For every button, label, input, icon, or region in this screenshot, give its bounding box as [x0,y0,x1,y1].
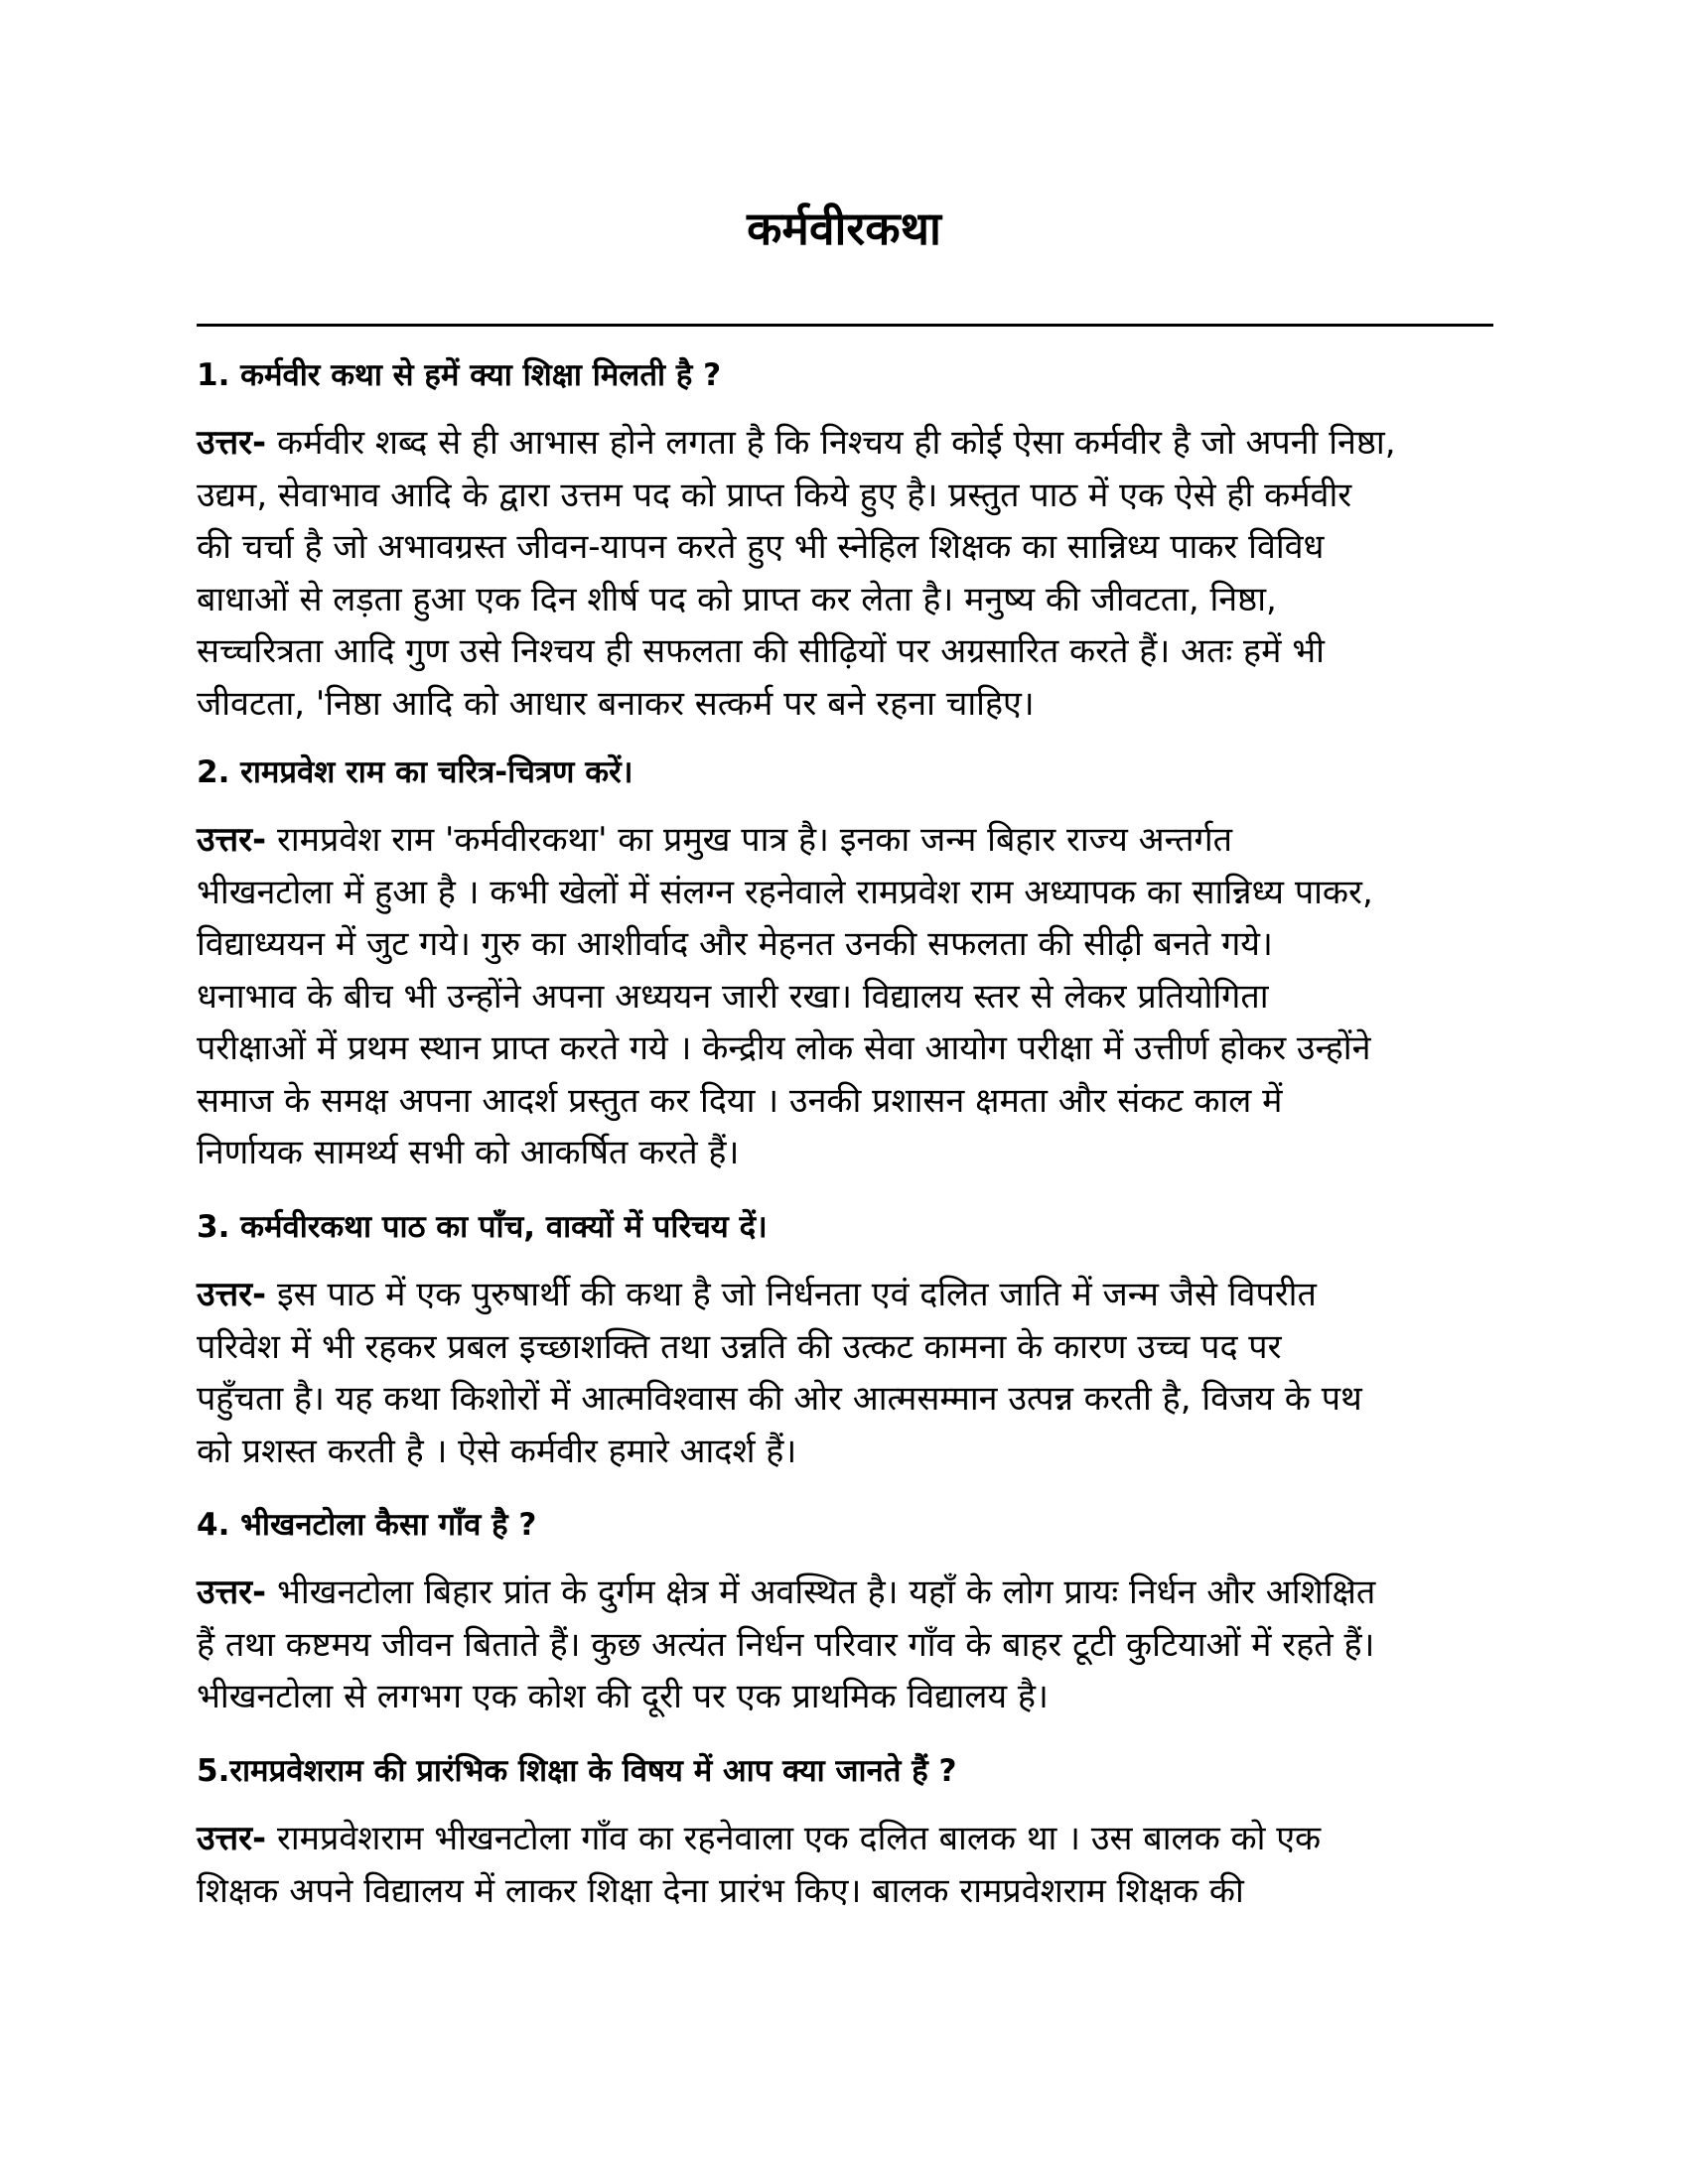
answer-2-line-7: निर्णायक सामर्थ्य सभी को आकर्षित करते हैं। [197,1133,740,1172]
answer-3 [197,1269,1493,1477]
answer-3-line-2: परिवेश में भी रहकर प्रबल इच्छाशक्ति तथा उन्नति की उत्कट कामना के कारण उच्च पद पर [197,1326,1282,1367]
answer-1-line-5: सच्चरित्रता आदि गुण उसे निश्चय ही सफलता की सीढ़ियों पर अग्रसारित करते हैं। अतः हमें भी [197,631,1325,671]
qa-item-5 [197,1749,1493,1917]
answer-label: उत्तर- [197,820,267,860]
answer-1-line-3: की चर्चा है जो अभावग्रस्त जीवन-यापन करते हुए भी स्नेहिल शिक्षक का सान्निध्य पाकर विविध [197,527,1325,567]
qa-item-4 [197,1503,1493,1723]
answer-2-line-6: समाज के समक्ष अपना आदर्श प्रस्तुत कर दिया । उनकी प्रशासन क्षमता और संकट काल में [197,1080,1283,1121]
answer-1-line-6: जीवटता, 'निष्ठा आदि को आधार बनाकर सत्कर्म पर बने रहना चाहिए। [197,683,1035,724]
answer-label: उत्तर- [197,1819,267,1858]
question-4: 4. भीखनटोला कैसा गाँव है ? [197,1507,537,1543]
answer-2-line-3: विद्याध्ययन में जुट गये। गुरु का आशीर्वाद और मेहनत उनकी सफलता की सीढ़ी बनते गये। [197,924,1273,964]
document-title: कर्मवीरकथा [747,202,941,255]
qa-item-3 [197,1205,1493,1477]
answer-1-line-1: उत्तर- कर्मवीर शब्द से ही आभास होने लगता है कि निश्चय ही कोई ऐसा कर्मवीर है जो अपनी निष्ठा, [197,423,1396,463]
answer-2-line-1: उत्तर- रामप्रवेश राम 'कर्मवीरकथा' का प्रमुख पात्र है। इनका जन्म बिहार राज्य अन्तर्गत [197,820,1233,860]
answer-2 [197,814,1493,1179]
qa-item-2 [197,751,1493,1179]
answer-2-line-2: भीखनटोला में हुआ है । कभी खेलों में संलग्न रहनेवाले रामप्रवेश राम अध्यापक का सान्निध्य पाकर, [197,872,1373,912]
answer-label: उत्तर- [197,1572,267,1612]
title-divider [197,324,1493,327]
answer-3-line-3: पहुँचता है। यह कथा किशोरों में आत्मविश्वास की ओर आत्मसम्मान उत्पन्न करती है, विजय के पथ [197,1379,1362,1419]
answer-2-line-5: परीक्षाओं में प्रथम स्थान प्राप्त करते गये । केन्द्रीय लोक सेवा आयोग परीक्षा में उत्तीर्ण होकर उन्होंने [197,1028,1371,1068]
answer-2-line-4: धनाभाव के बीच भी उन्होंने अपना अध्ययन जारी रखा। विद्यालय स्तर से लेकर प्रतियोगिता [197,976,1269,1017]
answer-3-line-4: को प्रशस्त करती है । ऐसे कर्मवीर हमारे आदर्श हैं। [197,1431,797,1471]
answer-4 [197,1567,1493,1723]
answer-5-line-1: उत्तर- रामप्रवेशराम भीखनटोला गाँव का रहनेवाला एक दलित बालक था । उस बालक को एक [197,1819,1322,1858]
answer-5 [197,1813,1493,1917]
question-1: 1. कर्मवीर कथा से हमें क्या शिक्षा मिलती है ? [197,357,722,393]
question-2: 2. रामप्रवेश राम का चरित्र-चित्रण करें। [197,754,633,790]
answer-1-line-2: उद्यम, सेवाभाव आदि के द्वारा उत्तम पद को प्राप्त किये हुए है। प्रस्तुत पाठ में एक ऐसे ही कर्मवीर [197,475,1352,515]
answer-label: उत्तर- [197,1275,267,1314]
answer-5-line-2: शिक्षक अपने विद्यालय में लाकर शिक्षा देना प्रारंभ किए। बालक रामप्रवेशराम शिक्षक की [197,1870,1244,1911]
answer-4-line-3: भीखनटोला से लगभग एक कोश की दूरी पर एक प्राथमिक विद्यालय है। [197,1677,1049,1716]
answer-3-line-1: उत्तर- इस पाठ में एक पुरुषार्थी की कथा है जो निर्धनता एवं दलित जाति में जन्म जैसे विपरीत [197,1275,1317,1314]
answer-4-line-2: हैं तथा कष्टमय जीवन बिताते हैं। कुछ अत्यंत निर्धन परिवार गाँव के बाहर टूटी कुटियाओं में रहते हैं। [197,1624,1375,1665]
answer-1-line-4: बाधाओं से लड़ता हुआ एक दिन शीर्ष पद को प्राप्त कर लेता है। मनुष्य की जीवटता, निष्ठा, [197,579,1277,619]
answer-1 [197,417,1493,730]
question-3: 3. कर्मवीरकथा पाठ का पाँच, वाक्यों में परिचय दें। [197,1209,768,1245]
qa-item-1 [197,353,1493,730]
answer-4-line-1: उत्तर- भीखनटोला बिहार प्रांत के दुर्गम क्षेत्र में अवस्थित है। यहाँ के लोग प्रायः निर्धन और अशिक्षित [197,1572,1376,1612]
answer-label: उत्तर- [197,423,267,463]
question-5: 5.रामप्रवेशराम की प्रारंभिक शिक्षा के विषय में आप क्या जानते हैं ? [197,1753,957,1789]
